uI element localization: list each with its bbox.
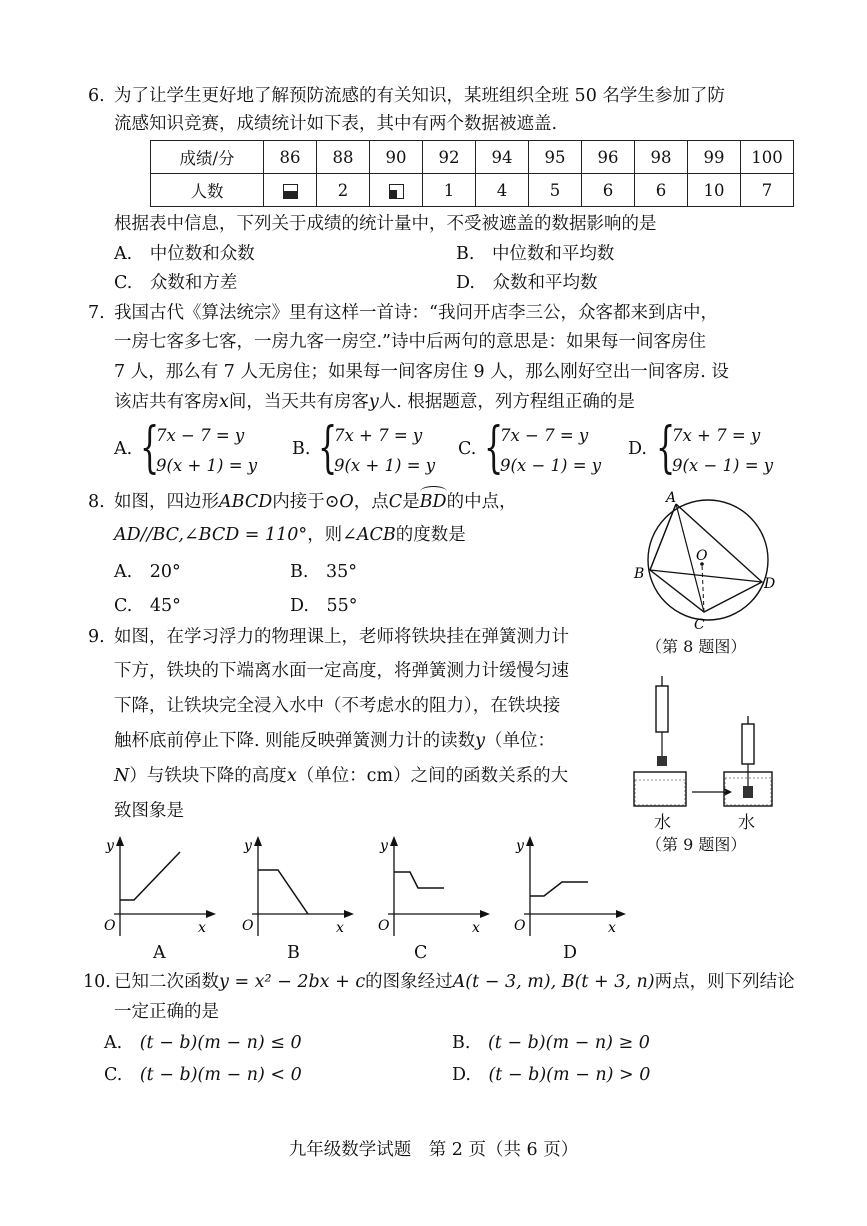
origin-label: O [104, 918, 116, 934]
q8-point: C [388, 492, 403, 512]
option-text: (t − b)(m − n) < 0 [139, 1065, 302, 1085]
q7-option-a-letter: A. [114, 439, 133, 459]
q7-text4a: 该店共有客房 [114, 392, 219, 412]
x-label: x [336, 920, 344, 936]
equation: 7x − 7 = y [500, 426, 589, 445]
option-letter: A. [114, 562, 133, 582]
count-cell-masked [370, 174, 423, 207]
q6-question: 根据表中信息，下列关于成绩的统计量中，不受被遮盖的数据影响的是 [114, 214, 657, 234]
q8-circle-figure [634, 490, 780, 633]
score-cell: 95 [529, 141, 582, 174]
q7-line4 [114, 390, 635, 414]
graph-line [530, 882, 588, 896]
x-axis-arrow-icon [206, 910, 216, 918]
option-letter: A. [114, 244, 133, 264]
graph-option-d [508, 836, 628, 946]
option-text: 众数和平均数 [492, 273, 598, 293]
mask-icon [389, 184, 404, 199]
label-d: D [764, 576, 776, 592]
label-b: B [634, 566, 645, 582]
var-y: y [368, 392, 379, 412]
graph-line [258, 870, 308, 914]
q8-text: ，点 [353, 492, 389, 512]
unit-n: N [114, 766, 130, 786]
page-footer: 九年级数学试题 第 2 页（共 6 页） [288, 1140, 579, 1160]
option-text: 45° [149, 596, 181, 616]
count-cell: 4 [476, 174, 529, 207]
q8-text: 是 [402, 492, 420, 512]
q10-option-c [104, 1063, 302, 1087]
graph-line [394, 872, 444, 888]
q6-number: 6. [88, 86, 105, 106]
brace-icon: { [140, 415, 160, 479]
y-label: y [516, 838, 524, 854]
q9-line2: 下方，铁块的下端离水面一定高度，将弹簧测力计缓慢匀速 [114, 661, 569, 681]
q8-text: 的度数是 [395, 525, 466, 545]
q6-option-d [456, 271, 597, 295]
count-cell: 6 [582, 174, 635, 207]
q9-line1 [88, 625, 569, 649]
graph-line [120, 852, 180, 900]
option-text: 20° [149, 562, 181, 582]
y-label: y [244, 838, 252, 854]
table-row-counts [151, 174, 794, 207]
origin-label: O [378, 918, 390, 934]
option-text: 中位数和平均数 [491, 244, 615, 264]
q7-option-b-letter: B. [292, 439, 311, 459]
score-cell: 88 [317, 141, 370, 174]
graph-option-b [236, 836, 356, 946]
q9-physics-figure [632, 676, 772, 806]
q8-arc [420, 492, 447, 512]
q10-option-a [104, 1031, 302, 1055]
q9-figure-caption: （第 9 题图） [646, 835, 747, 854]
equation: 9(x − 1) = y [500, 456, 602, 475]
table-row-scores [151, 141, 794, 174]
q7-option-d-letter: D. [628, 439, 647, 459]
q10-text: 已知二次函数 [114, 972, 219, 992]
q7-text1: 我国古代《算法统宗》里有这样一首诗：“我问开店李三公，众客都来到店中， [114, 303, 718, 323]
mask-icon [283, 184, 298, 199]
y-label: y [380, 838, 388, 854]
label-a: A [666, 490, 677, 506]
beaker-left [634, 772, 686, 806]
score-cell: 92 [423, 141, 476, 174]
q9-text: （单位：cm）之间的函数关系的大 [296, 766, 569, 786]
q8-option-d [290, 594, 358, 618]
score-cell: 99 [688, 141, 741, 174]
row-header-count: 人数 [151, 174, 264, 207]
graph-letter-b: B [287, 943, 300, 963]
option-letter: D. [452, 1065, 471, 1085]
q8-quad: ABCD [219, 492, 273, 512]
count-cell: 1 [423, 174, 476, 207]
q7-text4c: 人. 根据题意，列方程组正确的是 [378, 392, 635, 412]
option-letter: D. [456, 273, 475, 293]
q8-angle: ∠ACB [342, 525, 396, 545]
q9-text1: 如图，在学习浮力的物理课上，老师将铁块挂在弹簧测力计 [114, 627, 569, 647]
q8-text: 如图，四边形 [114, 492, 219, 512]
q9-text: 触杯底前停止下降. 则能反映弹簧测力计的读数 [114, 731, 476, 751]
option-text: (t − b)(m − n) ≥ 0 [487, 1033, 650, 1053]
q10-line1 [83, 970, 795, 994]
graph-letter-c: C [414, 943, 428, 963]
var-y: y [475, 731, 486, 751]
q8-circle: O [339, 492, 354, 512]
equation: 7x + 7 = y [334, 426, 423, 445]
origin-label: O [514, 918, 526, 934]
equation: 9(x + 1) = y [156, 456, 258, 475]
q9-line4 [114, 729, 555, 753]
q7-line2: 一房七客多七客，一房九客一房空.”诗中后两句的意思是：如果每一间客房住 [114, 332, 707, 352]
count-cell: 7 [741, 174, 794, 207]
option-letter: D. [290, 596, 309, 616]
option-text: 众数和方差 [149, 273, 238, 293]
iron-block-right [743, 786, 753, 798]
label-o: O [696, 548, 708, 564]
q8-line1 [88, 490, 517, 514]
brace-icon: { [318, 415, 338, 479]
q7-option-c-letter: C. [458, 439, 477, 459]
label-c: C [694, 617, 705, 633]
score-cell: 96 [582, 141, 635, 174]
option-letter: C. [104, 1065, 123, 1085]
q10-points: A(t − 3, m), B(t + 3, n) [452, 972, 655, 992]
x-label: x [608, 920, 616, 936]
graph-option-c [372, 836, 492, 946]
y-axis-arrow-icon [116, 836, 124, 846]
q8-figure-caption: （第 8 题图） [646, 637, 747, 656]
graph-letter-a: A [153, 943, 166, 963]
q8-text: 内接于⊙ [272, 492, 340, 512]
q6-stem-text1: 为了让学生更好地了解预防流感的有关知识，某班组织全班 50 名学生参加了防 [114, 86, 725, 106]
q9-line6: 致图象是 [114, 801, 184, 821]
q8-text: ，则 [307, 525, 343, 545]
spring-scale-left [656, 686, 668, 732]
spring-scale-right [742, 724, 754, 764]
q8-text: 的中点， [446, 492, 517, 512]
x-axis-arrow-icon [480, 910, 490, 918]
q8-option-b [290, 560, 357, 584]
y-axis-arrow-icon [254, 836, 262, 846]
q8-option-a [114, 560, 181, 584]
option-text: (t − b)(m − n) ≤ 0 [139, 1033, 302, 1053]
option-text: 55° [326, 596, 358, 616]
x-axis-arrow-icon [344, 910, 354, 918]
var-x: x [286, 766, 297, 786]
arc-icon [420, 486, 447, 497]
q10-function: y = x² − 2bx + c [219, 972, 366, 992]
origin-label: O [242, 918, 254, 934]
count-cell-masked [264, 174, 317, 207]
iron-block-left [657, 756, 667, 766]
water-left [635, 780, 685, 805]
q7-text4b: 间，当天共有房客 [228, 392, 369, 412]
graph-letter-d: D [563, 943, 578, 963]
circle-shape [648, 500, 768, 620]
row-header-score: 成绩/分 [151, 141, 264, 174]
graph-option-a [98, 836, 218, 946]
q9-number: 9. [88, 627, 105, 647]
q7-line1 [88, 301, 718, 325]
count-cell: 5 [529, 174, 582, 207]
count-cell: 2 [317, 174, 370, 207]
q9-line3: 下降，让铁块完全浸入水中（不考虑水的阻力），在铁块接 [114, 696, 561, 716]
x-label: x [472, 920, 480, 936]
q7-number: 7. [88, 303, 105, 323]
q8-number: 8. [88, 492, 105, 512]
q10-number: 10. [83, 972, 111, 992]
q7-line3: 7 人，那么有 7 人无房住；如果每一间客房住 9 人，那么刚好空出一间客房. 设 [114, 362, 729, 382]
q10-option-d [452, 1063, 650, 1087]
score-cell: 94 [476, 141, 529, 174]
q10-line2: 一定正确的是 [114, 1002, 219, 1022]
option-letter: B. [452, 1033, 471, 1053]
q10-text: 的图象经过 [365, 972, 453, 992]
diagonal-bd [650, 570, 762, 582]
water-label-left: 水 [654, 813, 671, 833]
brace-icon: { [656, 415, 676, 479]
y-label: y [106, 838, 114, 854]
x-label: x [198, 920, 206, 936]
x-axis-arrow-icon [616, 910, 626, 918]
score-cell: 86 [264, 141, 317, 174]
q9-line5 [114, 764, 568, 788]
q6-stem-line1 [88, 84, 725, 108]
option-text: 35° [325, 562, 357, 582]
q6-option-c [114, 271, 237, 295]
water-label-right: 水 [738, 813, 755, 833]
q10-option-b [452, 1031, 650, 1055]
equation: 9(x − 1) = y [672, 456, 774, 475]
option-letter: B. [290, 562, 309, 582]
q6-stem-line2: 流感知识竞赛，成绩统计如下表，其中有两个数据被遮盖. [114, 114, 558, 134]
option-text: 中位数和众数 [149, 244, 255, 264]
y-axis-arrow-icon [526, 836, 534, 846]
q9-text: ）与铁块下降的高度 [129, 766, 287, 786]
equation: 7x − 7 = y [156, 426, 245, 445]
q8-option-c [114, 594, 181, 618]
q6-option-b [456, 242, 614, 266]
q9-text: （单位： [485, 731, 556, 751]
option-letter: A. [104, 1033, 123, 1053]
score-table [150, 140, 794, 207]
equation: 7x + 7 = y [672, 426, 761, 445]
equation: 9(x + 1) = y [334, 456, 436, 475]
arc-label: BD [419, 492, 447, 512]
count-cell: 6 [635, 174, 688, 207]
q8-line2 [114, 523, 466, 547]
side-ab [650, 504, 676, 570]
option-letter: C. [114, 596, 133, 616]
score-cell: 90 [370, 141, 423, 174]
option-letter: C. [114, 273, 133, 293]
score-cell: 98 [635, 141, 688, 174]
option-letter: B. [456, 244, 475, 264]
count-cell: 10 [688, 174, 741, 207]
var-x: x [219, 392, 229, 412]
q8-condition: AD//BC,∠BCD = 110° [114, 525, 308, 545]
brace-icon: { [484, 415, 504, 479]
y-axis-arrow-icon [390, 836, 398, 846]
score-cell: 100 [741, 141, 794, 174]
option-text: (t − b)(m − n) > 0 [488, 1065, 651, 1085]
q6-option-a [114, 242, 255, 266]
q10-text: 两点，则下列结论 [654, 972, 795, 992]
